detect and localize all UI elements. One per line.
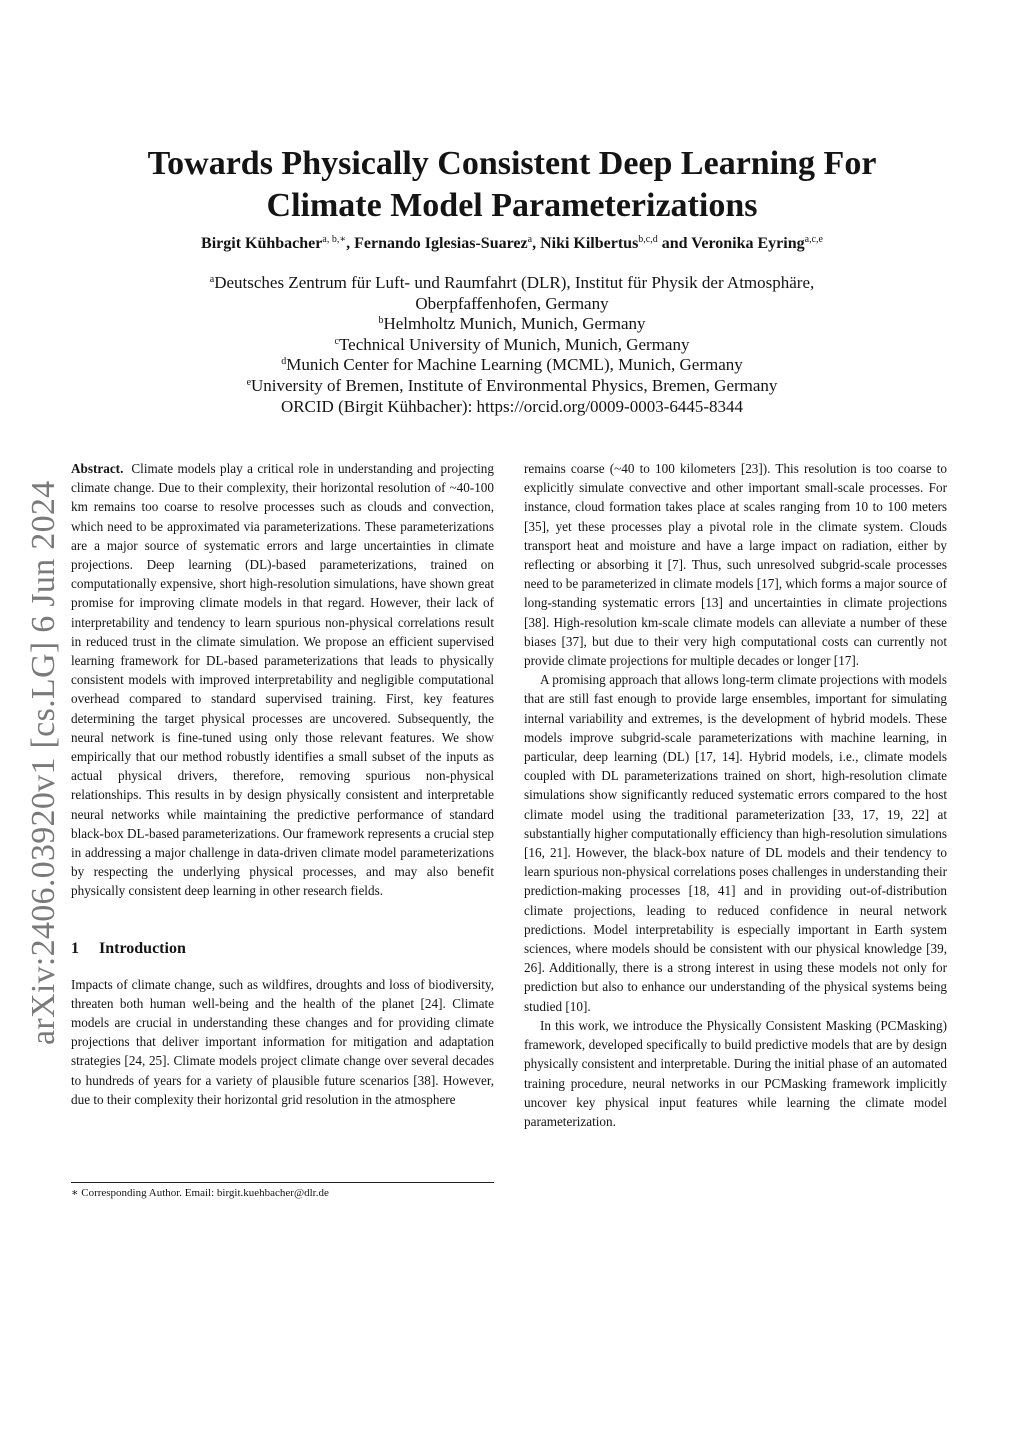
right-column bbox=[524, 459, 947, 1131]
author-affiliation-marks: b,c,d bbox=[638, 234, 658, 245]
affiliation-d bbox=[90, 355, 934, 376]
corresponding-author-footnote: ∗ Corresponding Author. Email: birgit.kuehbacher@dlr.de bbox=[71, 1187, 329, 1199]
intro-paragraph-hybrid-models: A promising approach that allows long-term climate projections with models that are still fast enough to provide large ensembles, important for simulating internal variability and extremes, is the development of hybrid models. These models improve subgrid-scale parameterizations with machine learning, in particular, deep learning (DL) [17, 14]. Hybrid models, i.e., climate models coupled with DL parameterizations trained on short, high-resolution climate simulations show significantly reduced systematic errors compared to the host climate model using the traditional parameterization [33, 17, 19, 22] at substantially higher computationally efficiency than high-resolution simulations [16, 21]. However, the black-box nature of DL models and their tendency to learn spurious non-physical correlations poses challenges in understanding their prediction-making processes [18, 41] and in providing out-of-distribution climate projections, leading to reduced confidence in neural network predictions. Model interpretability is especially important in Earth system sciences, where models should be consistent with our physical knowledge [39, 26]. Additionally, there is a strong interest in using these models not only for prediction but also to enhance our understanding of the physical systems being studied [10]. bbox=[524, 672, 947, 1014]
affiliation-mark: e bbox=[246, 376, 252, 388]
author-separator: , bbox=[346, 235, 355, 252]
affiliation-b bbox=[90, 314, 934, 335]
author-separator: and bbox=[657, 235, 692, 252]
arxiv-identifier-stamp: arXiv:2406.03920v1 [cs.LG] 6 Jun 2024 bbox=[25, 480, 62, 1045]
author-separator: , bbox=[532, 235, 541, 252]
title-line-1: Towards Physically Consistent Deep Learning For bbox=[147, 145, 877, 182]
affiliation-text: Helmholtz Munich, Munich, Germany bbox=[383, 314, 646, 334]
affiliation-c bbox=[90, 335, 934, 356]
section-number: 1 bbox=[71, 939, 79, 957]
affiliation-mark: b bbox=[378, 315, 384, 327]
affiliation-mark: c bbox=[334, 335, 339, 347]
affiliation-a-continued: Oberpfaffenhofen, Germany bbox=[415, 293, 609, 313]
abstract-text: Climate models play a critical role in understanding and projecting climate change. Due to their complexity, their horizontal resolution of ~40-100 km remains too coarse to resolve processes such as clouds and convection, which need to be approximated via parameterizations. These parameterizations are a major source of systematic errors and large uncertainties in climate projections. Deep learning (DL)-based parameterizations, trained on computationally expensive, short high-resolution simulations, have shown great promise for improving climate models in that regard. However, their lack of interpretability and tendency to learn spurious non-physical correlations result in reduced trust in the climate simulation. We propose an efficient supervised learning framework for DL-based parameterizations that leads to physically consistent models with improved interpretability and negligible computational overhead compared to standard supervised training. First, key features determining the target physical processes are uncovered. Subsequently, the neural network is fine-tuned using only those relevant features. We show empirically that our method robustly identifies a small subset of the inputs as actual physical drivers, therefore, removing spurious non-physical relationships. This results in by design physically consistent and interpretable neural networks while maintaining the predictive performance of standard black-box DL-based parameterizations. Our framework represents a crucial step in addressing a major challenge in data-driven climate model parameterizations by respecting the underlying physical processes, and may also benefit physically consistent deep learning in other research fields. bbox=[71, 461, 494, 899]
abstract bbox=[71, 459, 494, 901]
abstract-label: Abstract. bbox=[71, 461, 124, 476]
author-name: Fernando Iglesias-Suarez bbox=[354, 235, 528, 252]
orcid-line: ORCID (Birgit Kühbacher): https://orcid.org/0009-0003-6445-8344 bbox=[280, 396, 744, 416]
author-affiliation-marks: a, b,∗ bbox=[322, 234, 347, 245]
affiliations-block bbox=[90, 273, 934, 417]
affiliation-mark: a bbox=[209, 274, 215, 285]
footnote-divider bbox=[71, 1182, 494, 1183]
affiliation-text: Technical University of Munich, Munich, Germany bbox=[338, 334, 690, 354]
affiliation-e bbox=[90, 376, 934, 397]
title-line-2: Climate Model Parameterizations bbox=[266, 187, 758, 224]
author-name: Veronika Eyring bbox=[691, 235, 805, 252]
author-name: Niki Kilbertus bbox=[540, 235, 639, 252]
affiliation-text: Munich Center for Machine Learning (MCML), Munich, Germany bbox=[286, 355, 743, 375]
section-heading-introduction bbox=[71, 939, 494, 959]
affiliation-mark: d bbox=[281, 356, 287, 368]
affiliation-a bbox=[90, 273, 934, 294]
section-title: Introduction bbox=[99, 939, 186, 957]
intro-paragraph-1: Impacts of climate change, such as wildfires, droughts and loss of biodiversity, threaten both human well-being and the health of the planet [24]. Climate models are crucial in understanding these changes and for providing climate projections that deliver important information for mitigation and adaptation strategies [24, 25]. Climate models project climate change over several decades to hundreds of years for a variety of plausible future scenarios [38]. However, due to their complexity their horizontal grid resolution in the atmosphere bbox=[71, 976, 494, 1107]
intro-paragraph-continued: remains coarse (~40 to 100 kilometers [23]). This resolution is too coarse to explicitly simulate convective and other important small-scale processes. For instance, cloud formation takes place at scales ranging from 10 to 100 meters [35], yet these processes play a pivotal role in the climate system. Clouds transport heat and moisture and have a large impact on radiation, either by reflecting or absorbing it [7]. Thus, such unresolved subgrid-scale processes need to be parameterized in climate models [17], which forms a major source of long-standing systematic errors [13] and uncertainties in climate projections [38]. High-resolution km-scale climate models can alleviate a number of these biases [37], but due to their very high computational costs can currently not provide climate projections for multiple decades or longer [17]. bbox=[524, 461, 947, 669]
author-list bbox=[90, 233, 934, 255]
affiliation-text: University of Bremen, Institute of Environmental Physics, Bremen, Germany bbox=[251, 375, 778, 395]
affiliation-text: Deutsches Zentrum für Luft- und Raumfahrt (DLR), Institut für Physik der Atmosphäre, bbox=[214, 273, 815, 292]
author-name: Birgit Kühbacher bbox=[201, 235, 323, 252]
author-affiliation-marks: a bbox=[527, 234, 533, 245]
left-column bbox=[71, 459, 494, 1109]
intro-paragraph-pcmasking: In this work, we introduce the Physically Consistent Masking (PCMasking) framework, developed specifically to build predictive models that are by design physically consistent and interpretable. During the initial phase of an automated training procedure, neural networks in our PCMasking framework implicitly uncover key physical input features while learning the climate model parameterization. bbox=[524, 1017, 947, 1129]
paper-title bbox=[90, 143, 934, 227]
author-affiliation-marks: a,c,e bbox=[804, 234, 823, 245]
